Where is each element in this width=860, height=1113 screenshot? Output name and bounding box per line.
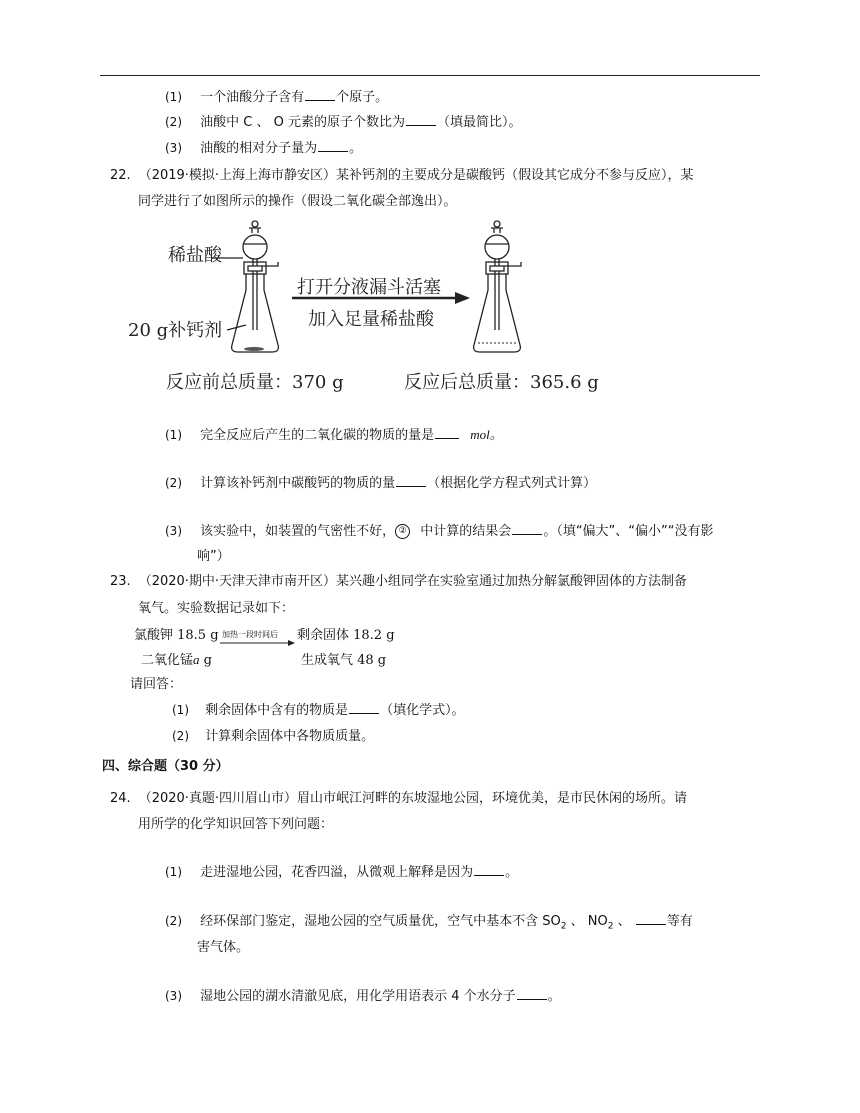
arrow-bottom-label: 加入足量稀盐酸 bbox=[308, 309, 434, 330]
q23-item-1: (1) 剩余固体中含有的物质是 （填化学式）。 bbox=[172, 703, 465, 718]
q21-item-3: (3) 油酸的相对分子量为 。 bbox=[165, 141, 363, 156]
q22-item-1: (1) 完全反应后产生的二氧化碳的物质的量是 mol。 bbox=[165, 427, 503, 443]
answer-blank[interactable] bbox=[636, 923, 666, 925]
reaction-condition: 加热一段时间后 bbox=[222, 630, 278, 639]
q21-item-1: (1) 一个油酸分子含有 个原子。 bbox=[165, 90, 389, 105]
q22-stem-line1: 22. （2019·模拟·上海上海市静安区）某补钙剂的主要成分是碳酸钙（假设其它成分不参与反应），某 bbox=[110, 168, 694, 183]
apparatus-figure bbox=[0, 0, 860, 400]
sample-label: 20 g补钙剂 bbox=[128, 320, 223, 341]
q24-item-3: (3) 湿地公园的湖水清澈见底，用化学用语表示 4 个水分子 。 bbox=[165, 989, 561, 1004]
q22-item-2: (2) 计算该补钙剂中碳酸钙的物质的量 （根据化学方程式列式计算） bbox=[165, 476, 597, 491]
answer-blank[interactable] bbox=[512, 533, 542, 535]
flask-left bbox=[227, 221, 278, 352]
reaction-right-top: 剩余固体 18.2 g bbox=[297, 628, 395, 643]
q22-stem-line2: 同学进行了如图所示的操作（假设二氧化碳全部逸出）。 bbox=[138, 194, 457, 209]
q22-item-3: (3) 该实验中，如装置的气密性不好， ② 中计算的结果会 。（填“偏大”、“偏小”“没有影 bbox=[165, 524, 714, 539]
section-title: 四、综合题（30 分） bbox=[102, 759, 229, 774]
reaction-arrow bbox=[220, 639, 296, 647]
q24-stem-line1: 24. （2020·真题·四川眉山市）眉山市岷江河畔的东坡湿地公园，环境优美，是市民休闲的场所。请 bbox=[110, 791, 688, 806]
q23-item-2: (2) 计算剩余固体中各物质质量。 bbox=[172, 729, 375, 744]
answer-blank[interactable] bbox=[517, 998, 547, 1000]
q24-item-2: (2) 经环保部门鉴定，湿地公园的空气质量优，空气中基本不含 $SO_2$ 、 $NO_2$ 、 等有 bbox=[165, 914, 693, 932]
answer-blank[interactable] bbox=[435, 437, 459, 439]
q21-item-2: (2) 油酸中 C 、 O 元素的原子个数比为 （填最简比）。 bbox=[165, 115, 522, 130]
answer-blank[interactable] bbox=[349, 712, 379, 714]
q23-stem-line2: 氧气。实验数据记录如下： bbox=[138, 601, 295, 616]
answer-blank[interactable] bbox=[396, 485, 426, 487]
reaction-right-bottom: 生成氧气 48 g bbox=[301, 653, 387, 668]
flask-right bbox=[474, 221, 521, 352]
reaction-left-top: 氯酸钾 18.5 g bbox=[134, 628, 219, 643]
q24-item-2-cont: 害气体。 bbox=[197, 940, 250, 955]
q22-item-3-cont: 响”） bbox=[197, 549, 230, 564]
arrow-top-label: 打开分液漏斗活塞 bbox=[297, 277, 441, 298]
q24-stem-line2: 用所学的化学知识回答下列问题： bbox=[138, 817, 334, 832]
q24-item-1: (1) 走进湿地公园，花香四溢，从微观上解释是因为 。 bbox=[165, 865, 519, 880]
mass-before: 反应前总质量：370 g bbox=[166, 372, 344, 393]
acid-label: 稀盐酸 bbox=[168, 245, 222, 266]
mass-after: 反应后总质量：365.6 g bbox=[404, 372, 599, 393]
q23-stem-line1: 23. （2020·期中·天津天津市南开区）某兴趣小组同学在实验室通过加热分解氯酸钾固体的方法制备 bbox=[110, 574, 688, 589]
answer-blank[interactable] bbox=[474, 874, 504, 876]
q23-prompt: 请回答： bbox=[130, 677, 183, 692]
reaction-left-bottom: 二氧化锰a g bbox=[141, 652, 212, 668]
